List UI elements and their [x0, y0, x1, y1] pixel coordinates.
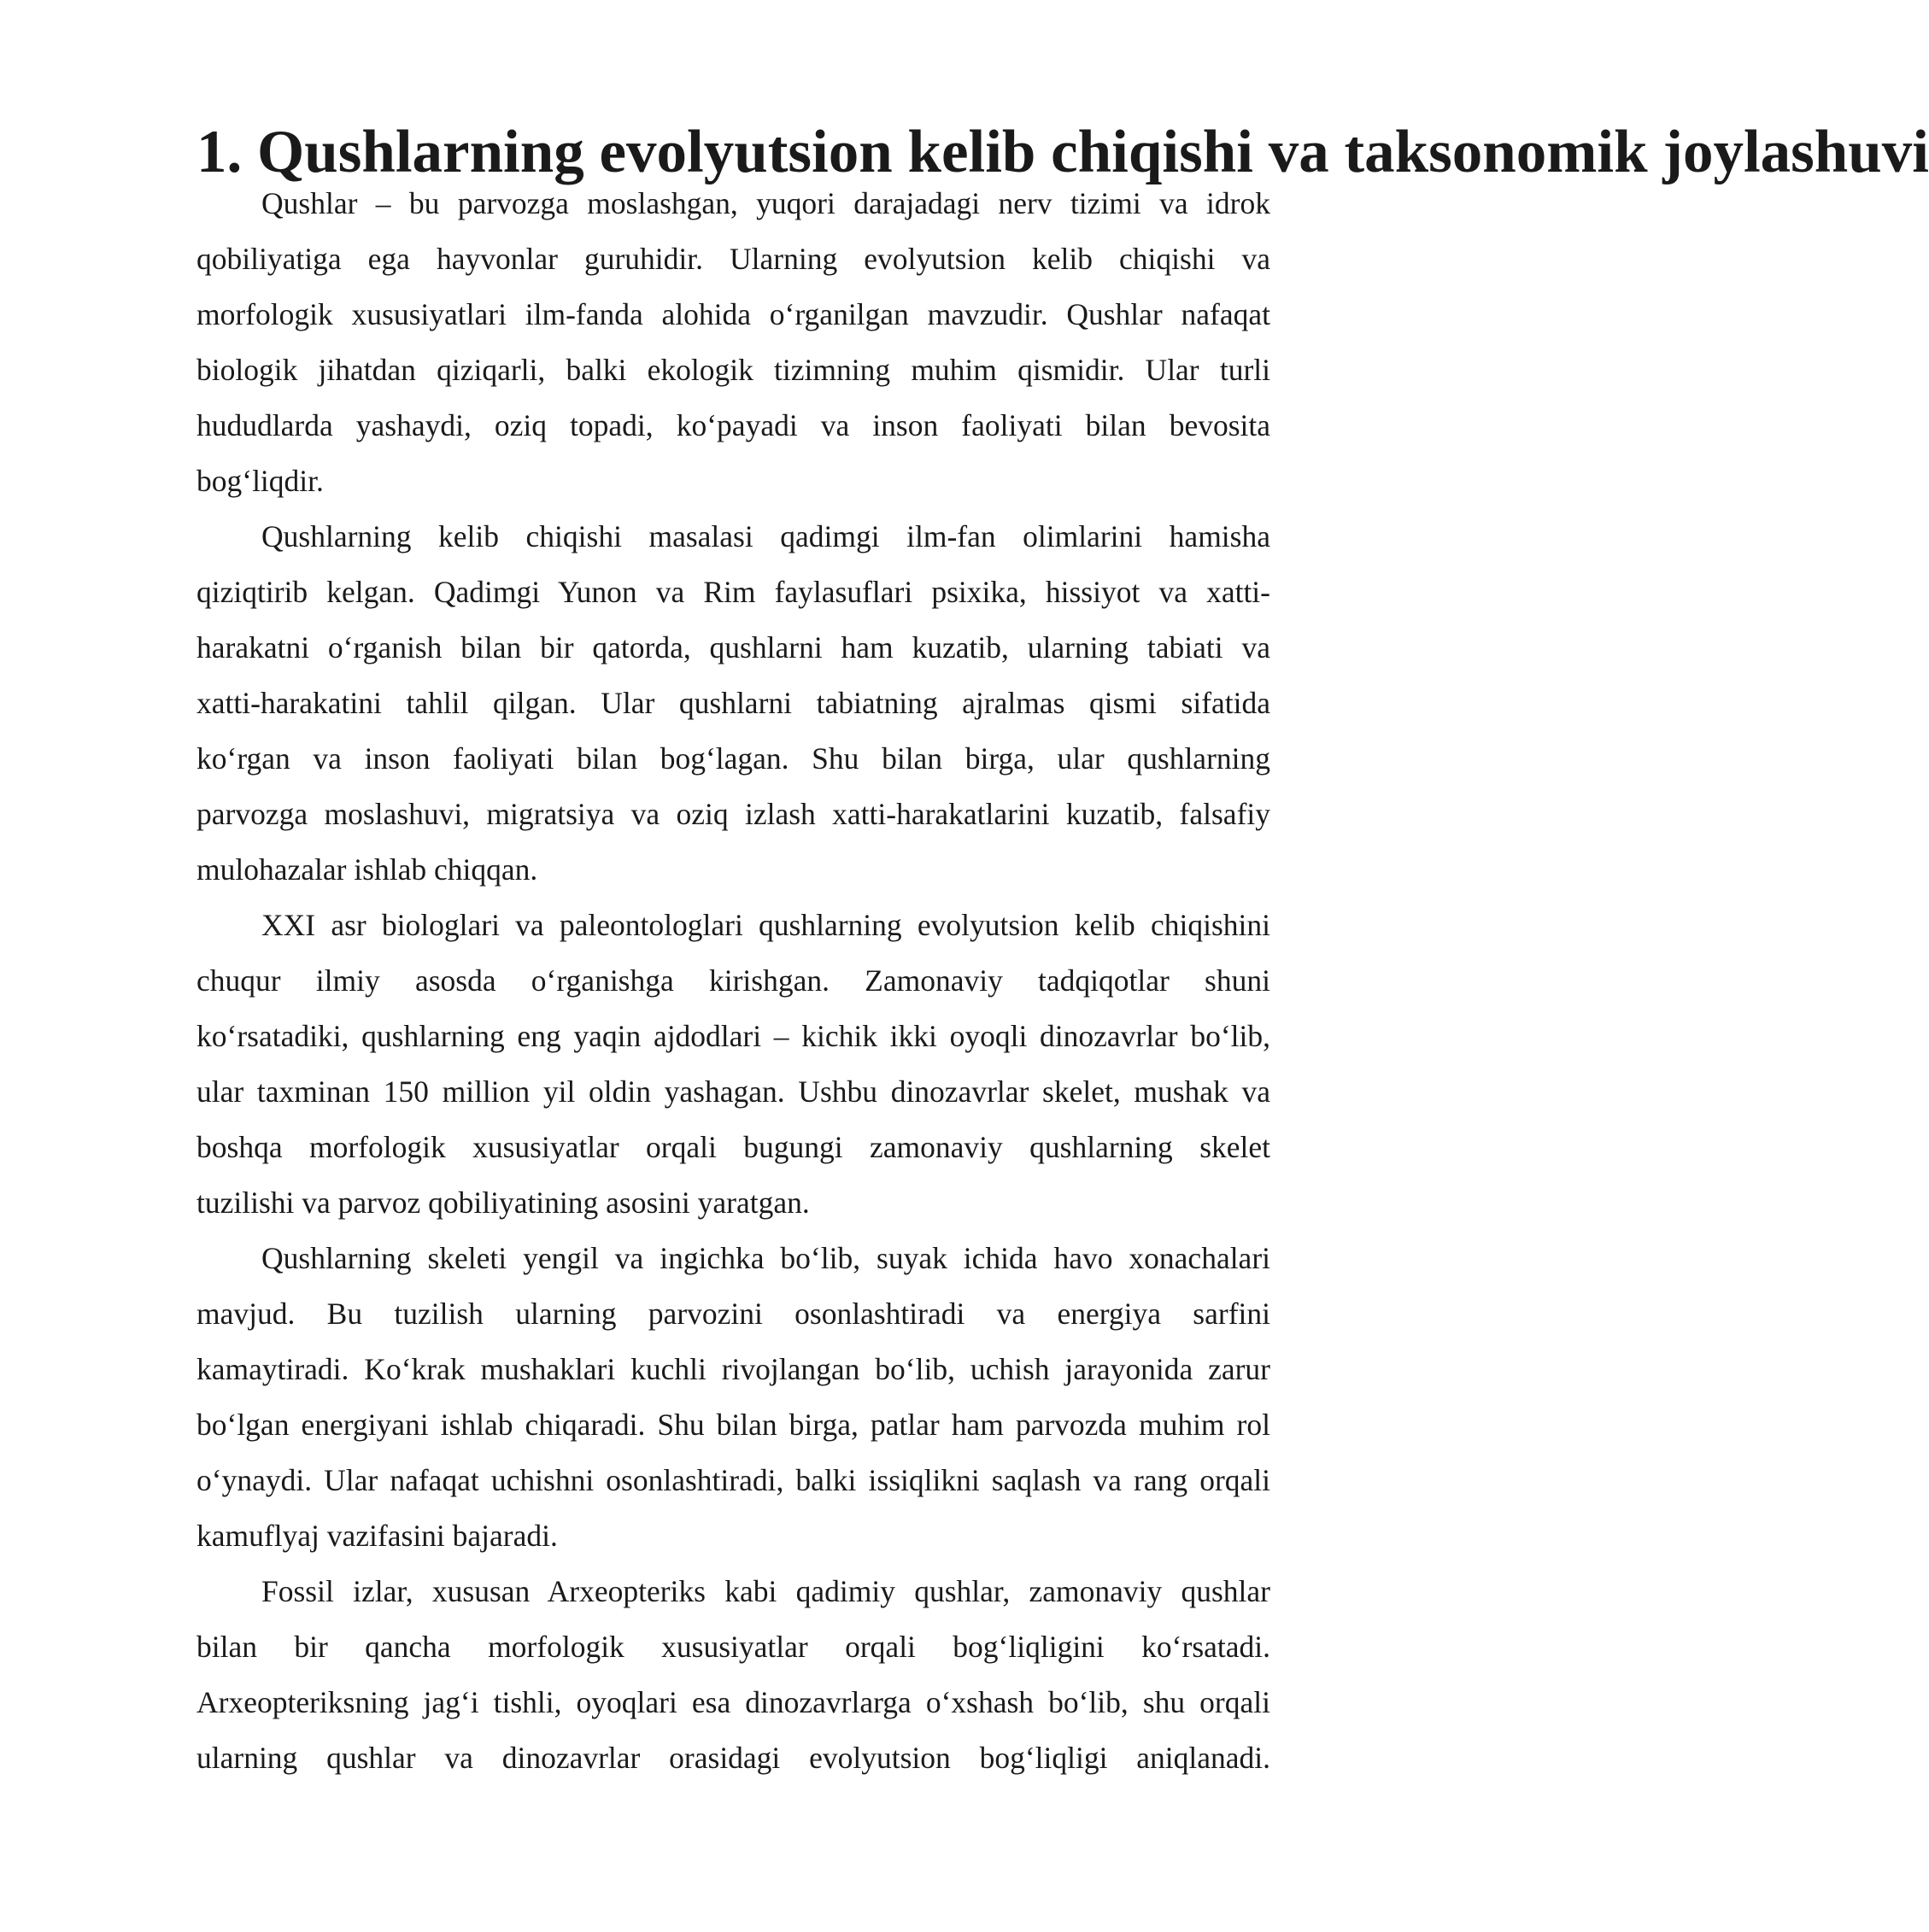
text-line: Qushlar – bu parvozga moslashgan, yuqori darajadagi nerv tizimi va idrok: [261, 186, 1270, 220]
text-line: koʻrsatadiki, qushlarning eng yaqin ajdodlari – kichik ikki oyoqli dinozavrlar boʻlib,: [196, 1019, 1270, 1053]
text-line: parvozga moslashuvi, migratsiya va oziq izlash xatti-harakatlarini kuzatib, falsafiy: [196, 797, 1270, 831]
text-line: xatti-harakatini tahlil qilgan. Ular qushlarni tabiatning ajralmas qismi sifatida: [196, 686, 1270, 720]
paragraph: [196, 1231, 1270, 1564]
text-line: ularning qushlar va dinozavrlar orasidagi evolyutsion bogʻliqligi aniqlanadi.: [196, 1741, 1270, 1775]
paragraph: [196, 1564, 1270, 1786]
text-line: kamaytiradi. Koʻkrak mushaklari kuchli rivojlangan boʻlib, uchish jarayonida zarur: [196, 1352, 1270, 1386]
document-body: [196, 176, 1270, 1786]
paragraph: [196, 176, 1270, 509]
text-line: morfologik xususiyatlari ilm-fanda alohida oʻrganilgan mavzudir. Qushlar nafaqat: [196, 297, 1270, 331]
text-line: XXI asr biologlari va paleontologlari qushlarning evolyutsion kelib chiqishini: [261, 908, 1270, 942]
text-line: hududlarda yashaydi, oziq topadi, koʻpayadi va inson faoliyati bilan bevosita: [196, 408, 1270, 442]
text-line: Fossil izlar, xususan Arxeopteriks kabi qadimiy qushlar, zamonaviy qushlar: [261, 1574, 1270, 1608]
text-line: tuzilishi va parvoz qobiliyatining asosini yaratgan.: [196, 1186, 810, 1220]
text-line: koʻrgan va inson faoliyati bilan bogʻlagan. Shu bilan birga, ular qushlarning: [196, 741, 1270, 776]
text-line: Qushlarning skeleti yengil va ingichka boʻlib, suyak ichida havo xonachalari: [261, 1241, 1270, 1275]
text-line: bilan bir qancha morfologik xususiyatlar orqali bogʻliqligini koʻrsatadi.: [196, 1630, 1270, 1664]
text-line: kamuflyaj vazifasini bajaradi.: [196, 1519, 558, 1553]
document-page: [196, 119, 1929, 1786]
text-line: Arxeopteriksning jagʻi tishli, oyoqlari esa dinozavrlarga oʻxshash boʻlib, shu orqali: [196, 1685, 1270, 1719]
text-line: mulohazalar ishlab chiqqan.: [196, 852, 538, 887]
text-line: mavjud. Bu tuzilish ularning parvozini osonlashtiradi va energiya sarfini: [196, 1297, 1270, 1331]
paragraph: [196, 509, 1270, 898]
text-line: Qushlarning kelib chiqishi masalasi qadimgi ilm-fan olimlarini hamisha: [261, 519, 1270, 553]
text-line: qobiliyatiga ega hayvonlar guruhidir. Ularning evolyutsion kelib chiqishi va: [196, 242, 1270, 276]
text-line: qiziqtirib kelgan. Qadimgi Yunon va Rim faylasuflari psixika, hissiyot va xatti-: [196, 575, 1270, 609]
section-heading: 1. Qushlarning evolyutsion kelib chiqishi va taksonomik joylashuvi: [196, 119, 1929, 185]
text-line: chuqur ilmiy asosda oʻrganishga kirishgan. Zamonaviy tadqiqotlar shuni: [196, 963, 1270, 998]
text-line: biologik jihatdan qiziqarli, balki ekologik tizimning muhim qismidir. Ular turli: [196, 353, 1270, 387]
text-line: boshqa morfologik xususiyatlar orqali bugungi zamonaviy qushlarning skelet: [196, 1130, 1270, 1164]
text-line: boʻlgan energiyani ishlab chiqaradi. Shu bilan birga, patlar ham parvozda muhim rol: [196, 1408, 1270, 1442]
text-line: bogʻliqdir.: [196, 464, 324, 498]
text-line: ular taxminan 150 million yil oldin yashagan. Ushbu dinozavrlar skelet, mushak va: [196, 1074, 1270, 1109]
paragraph: [196, 898, 1270, 1231]
text-line: oʻynaydi. Ular nafaqat uchishni osonlashtiradi, balki issiqlikni saqlash va rang orqali: [196, 1463, 1270, 1497]
text-line: harakatni oʻrganish bilan bir qatorda, qushlarni ham kuzatib, ularning tabiati va: [196, 630, 1270, 664]
